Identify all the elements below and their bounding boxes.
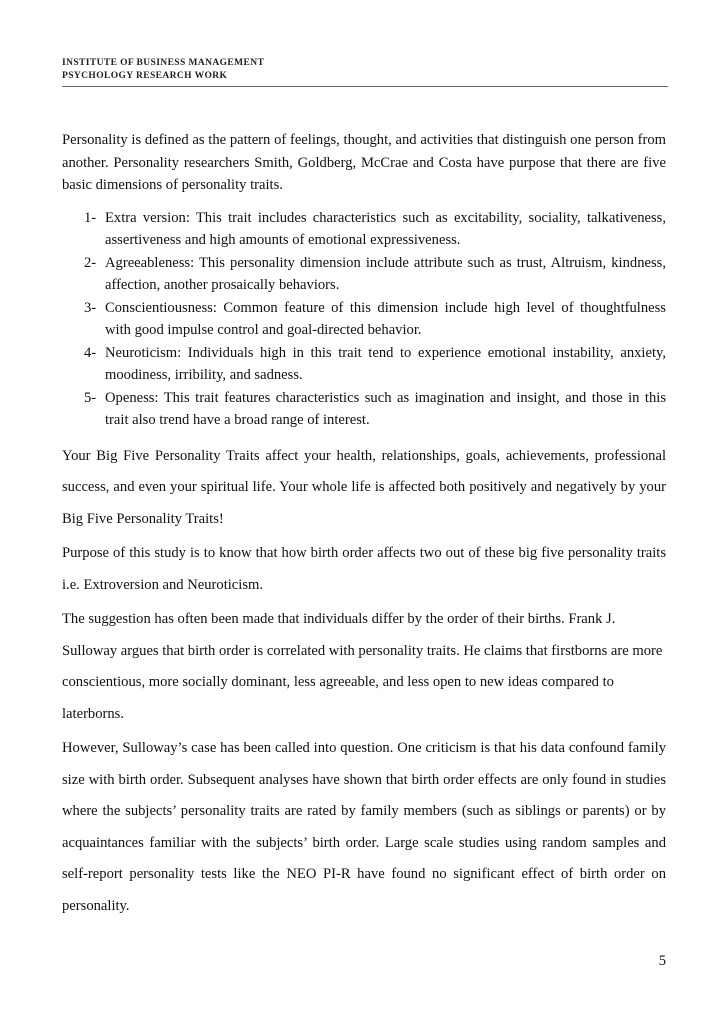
list-item [62,297,666,342]
header-divider [62,86,668,87]
list-item-number: 5- [84,389,97,406]
list-item-number: 1- [84,209,97,226]
birth-order-claim-paragraph: The suggestion has often been made that individuals differ by the order of their births. Frank J. Sulloway argues that birth order is correlated with personality traits. He claims that firstborns are more conscientious, more socially dominant, less agreeable, and less open to new ideas compared to laterborns. [62,611,663,722]
list-item-number: 2- [84,254,97,271]
header-subtitle: PSYCHOLOGY RESEARCH WORK [62,71,228,81]
list-item [62,252,666,297]
list-item-text: Conscientiousness: Common feature of this dimension include high level of thoughtfulness with good impulse control and goal-directed behavior. [105,299,666,338]
list-item-text: Openess: This trait features characteristics such as imagination and insight, and those in this trait also trend have a broad range of interest. [105,389,666,428]
page-header [62,57,668,83]
header-institute: INSTITUTE OF BUSINESS MANAGEMENT [62,58,265,68]
list-item-text: Extra version: This trait includes characteristics such as excitability, sociality, talkativeness, assertiveness and high amounts of emotional expressiveness. [105,209,666,248]
study-purpose-paragraph: Purpose of this study is to know that how birth order affects two out of these big five personality traits i.e. Extroversion and Neuroticism. [62,545,666,593]
traits-list [62,207,666,432]
list-item-number: 4- [84,344,97,361]
page-number: 5 [658,953,666,969]
list-item [62,207,666,252]
list-item-text: Neuroticism: Individuals high in this trait tend to experience emotional instability, anxiety, moodiness, irribility, and sadness. [105,344,666,383]
big-five-effects-paragraph: Your Big Five Personality Traits affect your health, relationships, goals, achievements, professional success, and even your spiritual life. Your whole life is affected both positively and negatively by your Big Five Personality Traits! [62,447,666,527]
intro-paragraph: Personality is defined as the pattern of feelings, thought, and activities that distinguish one person from another. Personality researchers Smith, Goldberg, McCrae and Costa have purpose that there are five basic dimensions of personality traits. [62,132,666,193]
list-item [62,342,666,387]
criticism-paragraph: However, Sulloway’s case has been called into question. One criticism is that his data confound family size with birth order. Subsequent analyses have shown that birth order effects are only found in studies where the subjects’ personality traits are rated by family members (such as siblings or parents) or by acquaintances familiar with the subjects’ birth order. Large scale studies using random samples and self-report personality tests like the NEO PI-R have found no significant effect of birth order on personality. [62,740,666,914]
document-body [62,129,666,922]
list-item [62,387,666,432]
list-item-number: 3- [84,299,97,316]
list-item-text: Agreeableness: This personality dimension include attribute such as trust, Altruism, kindness, affection, another prosaically behaviors. [105,254,666,293]
